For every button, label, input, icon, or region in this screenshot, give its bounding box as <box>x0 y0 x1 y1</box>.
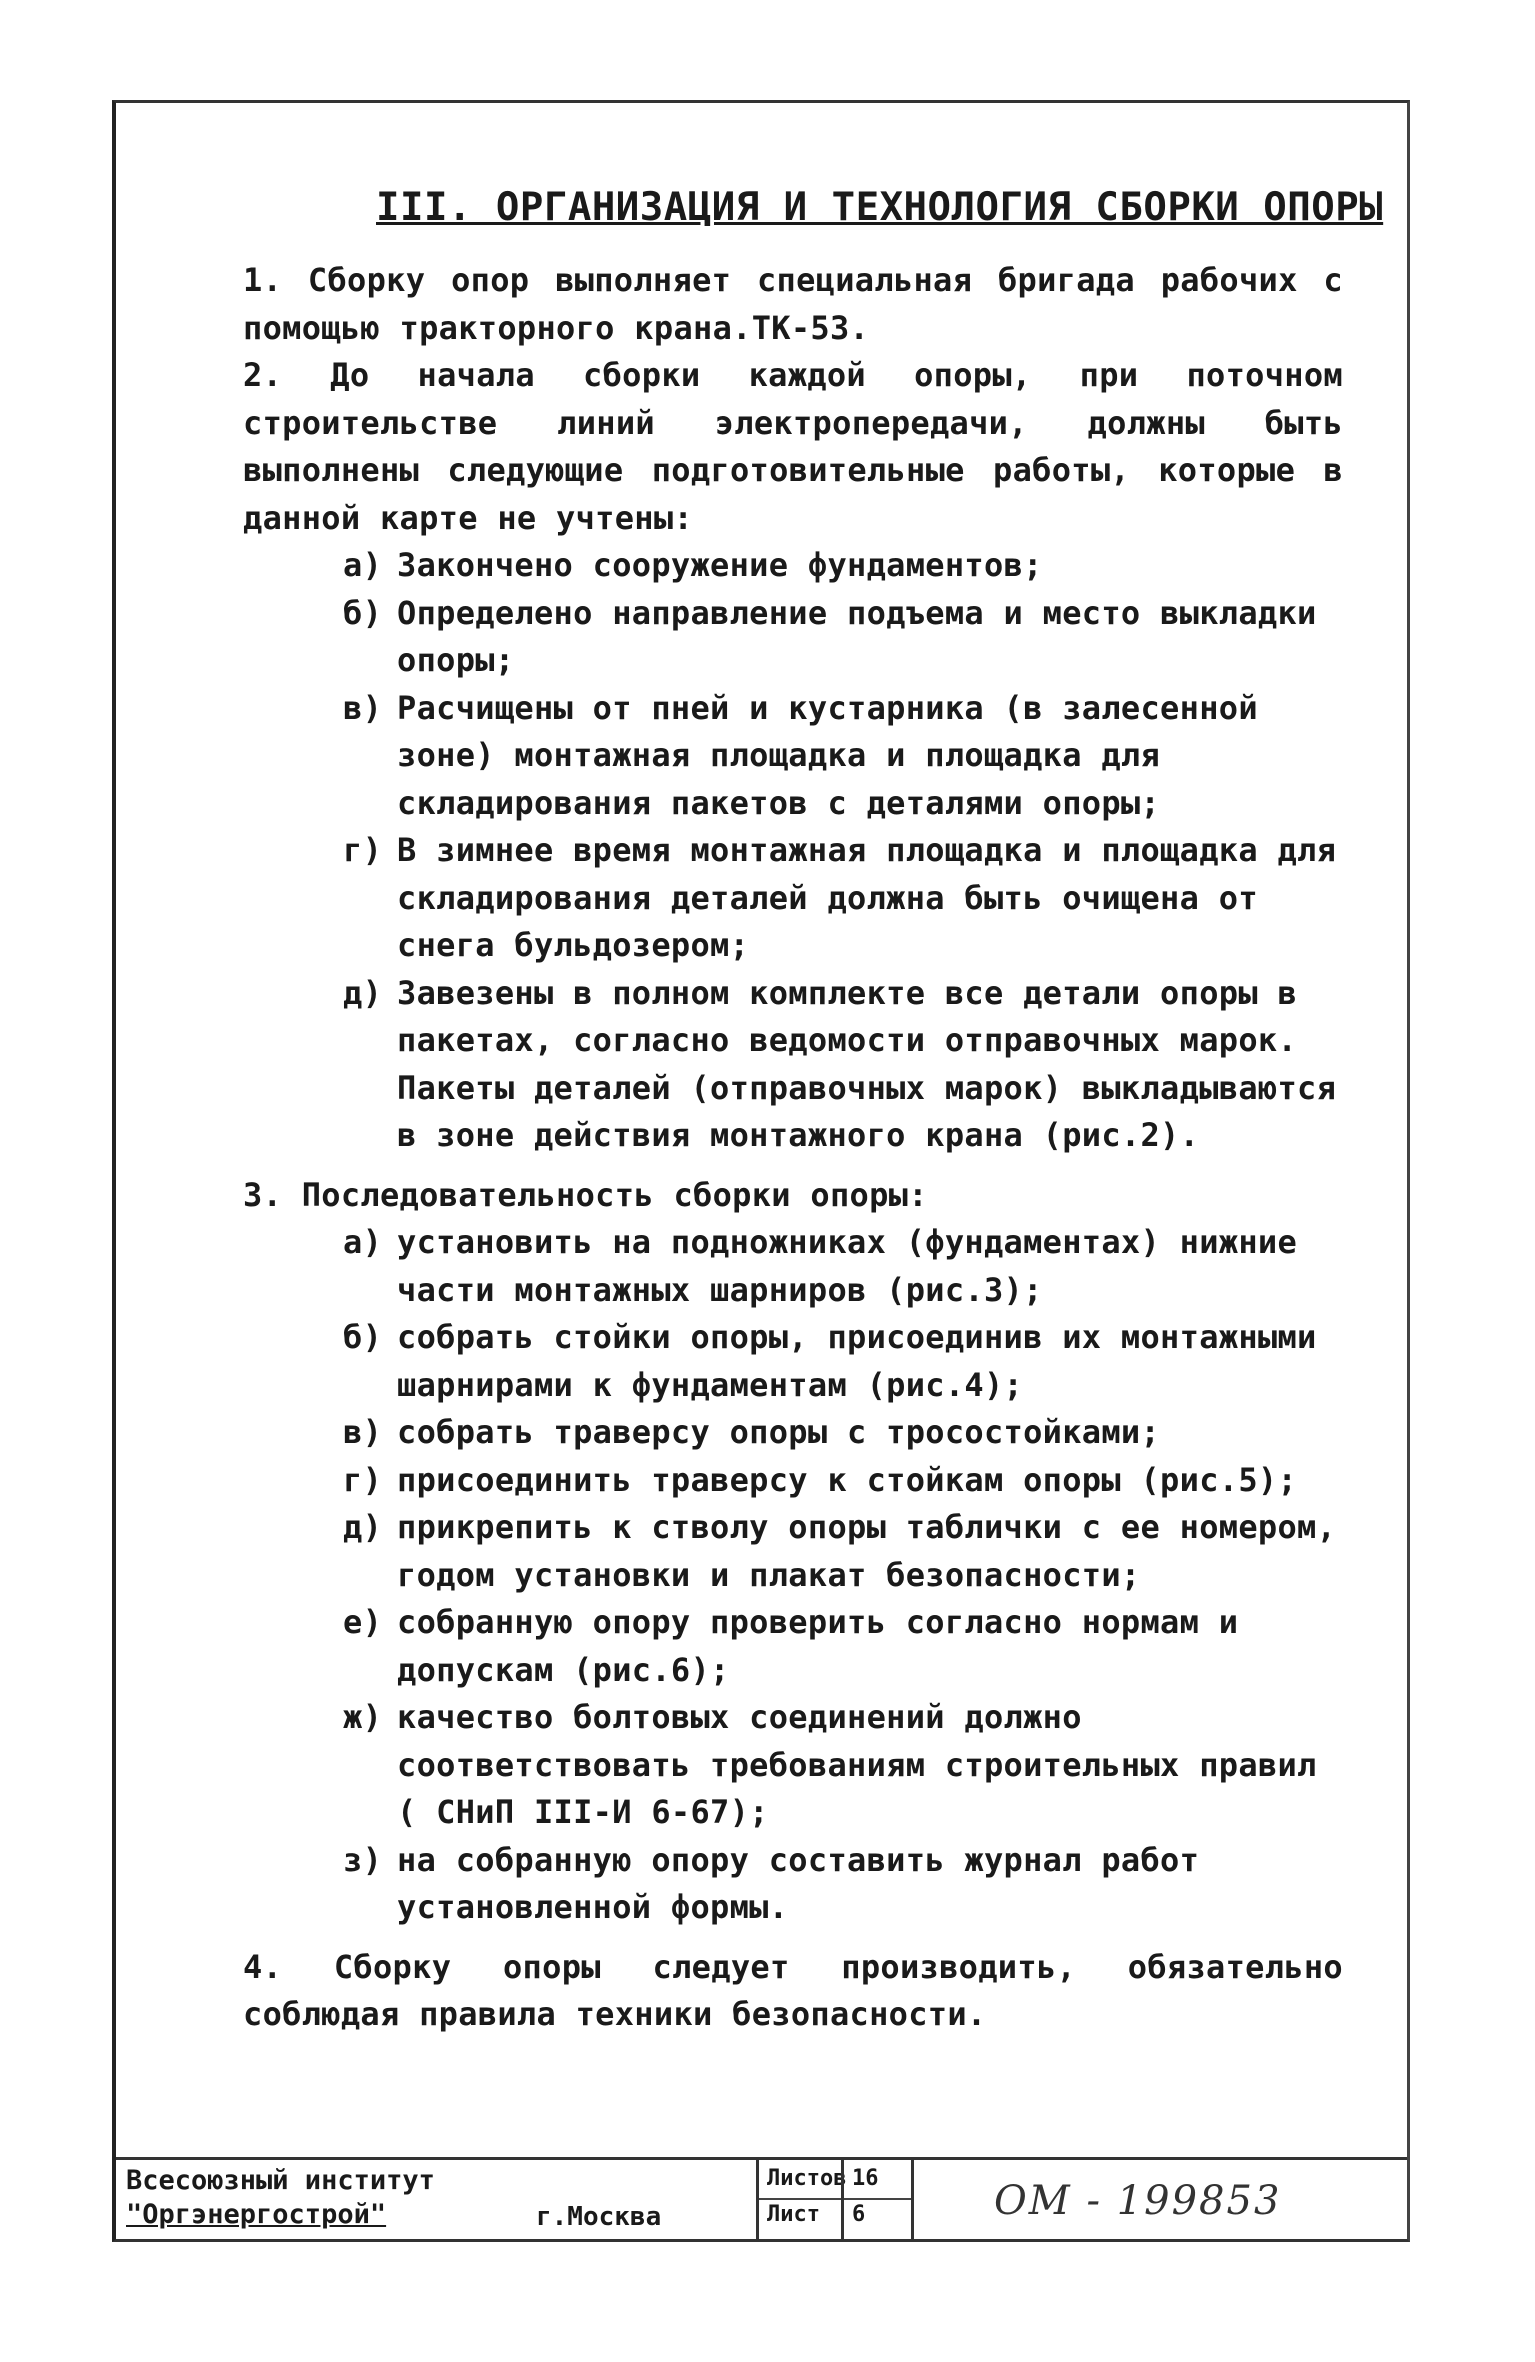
assembly-sequence-list <box>243 1219 1343 1932</box>
city-label: г.Москва <box>536 2202 662 2232</box>
item-text: В зимнее время монтажная площадка и площадка для складирования деталей должна быть очищена от снега бульдозером; <box>397 831 1337 964</box>
list-item <box>243 827 1343 970</box>
organization-line-2: "Оргэнергострой" <box>126 2199 387 2230</box>
list-item <box>243 1219 1343 1314</box>
list-item <box>243 590 1343 685</box>
document-code: ОМ - 199853 <box>994 2178 1282 2224</box>
organization-line-1: Всесоюзный институт <box>126 2165 435 2196</box>
item-marker: б) <box>343 1318 383 1356</box>
sheet-label: Лист <box>767 2202 820 2227</box>
paragraph-3: 3. Последовательность сборки опоры: <box>243 1175 928 1214</box>
cell-divider <box>844 2198 911 2200</box>
document-code-cell <box>911 2160 1414 2242</box>
item-marker: е) <box>343 1603 383 1641</box>
list-item <box>243 1504 1343 1599</box>
item-text: Закончено сооружение фундаментов; <box>397 546 1043 584</box>
item-text: Завезены в полном комплекте все детали опоры в пакетах, согласно ведомости отправочных марок. Пакеты деталей (отправочных марок) выкладываются в зоне действия монтажного крана (рис.2). <box>397 973 1337 1154</box>
list-item <box>243 542 1343 590</box>
item-text: на собранную опору составить журнал работ установленной формы. <box>397 1840 1200 1926</box>
item-marker: в) <box>343 1413 383 1451</box>
item-marker: а) <box>343 1223 383 1261</box>
document-sheet <box>112 100 1410 2242</box>
list-item <box>243 1457 1343 1505</box>
list-item <box>243 1694 1343 1837</box>
list-item <box>243 1837 1343 1932</box>
sheet-labels-cell <box>756 2160 847 2242</box>
item-text: Определено направление подъема и место выкладки опоры; <box>397 593 1317 679</box>
item-marker: а) <box>343 546 383 584</box>
item-marker: в) <box>343 688 383 727</box>
item-marker: б) <box>343 593 383 632</box>
item-marker: з) <box>343 1840 383 1879</box>
list-item <box>243 1599 1343 1694</box>
paragraph-1: 1. Сборку опор выполняет специальная бригада рабочих с помощью тракторного крана.ТК-53. <box>243 261 1343 347</box>
sheet-value: 6 <box>852 2202 866 2227</box>
cell-divider <box>759 2198 841 2200</box>
title-block <box>116 2157 1407 2239</box>
sheets-label: Листов <box>767 2166 847 2191</box>
paragraph-4: 4. Сборку опоры следует производить, обязательно соблюдая правила техники безопасности. <box>243 1947 1343 2033</box>
item-marker: г) <box>343 831 383 869</box>
item-marker: ж) <box>343 1698 383 1736</box>
organization <box>126 2164 435 2232</box>
item-text: собрать траверсу опоры с тросостойками; <box>397 1413 1161 1451</box>
item-text: прикрепить к стволу опоры таблички с ее номером, годом установки и плакат безопасности; <box>397 1508 1337 1594</box>
item-text: присоединить траверсу к стойкам опоры (рис.5); <box>397 1460 1298 1499</box>
document-body <box>243 257 1343 2039</box>
item-text: Расчищены от пней и кустарника (в залесенной зоне) монтажная площадка и площадка для складирования пакетов с деталями опоры; <box>397 688 1258 822</box>
list-item <box>243 970 1343 1160</box>
item-text: собранную опору проверить согласно нормам и допускам (рис.6); <box>397 1603 1239 1689</box>
list-item <box>243 1314 1343 1409</box>
sheets-value: 16 <box>852 2166 879 2191</box>
item-marker: д) <box>343 1508 383 1546</box>
item-text: установить на подножниках (фундаментах) нижние части монтажных шарниров (рис.3); <box>397 1223 1298 1309</box>
paragraph-2: 2. До начала сборки каждой опоры, при поточном строительстве линий электропередачи, должны быть выполнены следующие подготовительные работы, которые в данной карте не учтены: <box>243 356 1343 537</box>
item-text: качество болтовых соединений должно соответствовать требованиям строительных правил ( СНиП III-И 6-67); <box>397 1698 1317 1831</box>
section-title: III. ОРГАНИЗАЦИЯ И ТЕХНОЛОГИЯ СБОРКИ ОПОРЫ <box>376 185 1384 230</box>
list-item <box>243 1409 1343 1457</box>
list-item <box>243 685 1343 828</box>
item-marker: д) <box>343 973 383 1012</box>
preparation-list <box>243 542 1343 1160</box>
sheet-values-cell <box>841 2160 911 2242</box>
item-text: собрать стойки опоры, присоединив их монтажными шарнирами к фундаментам (рис.4); <box>397 1318 1317 1404</box>
item-marker: г) <box>343 1460 383 1499</box>
